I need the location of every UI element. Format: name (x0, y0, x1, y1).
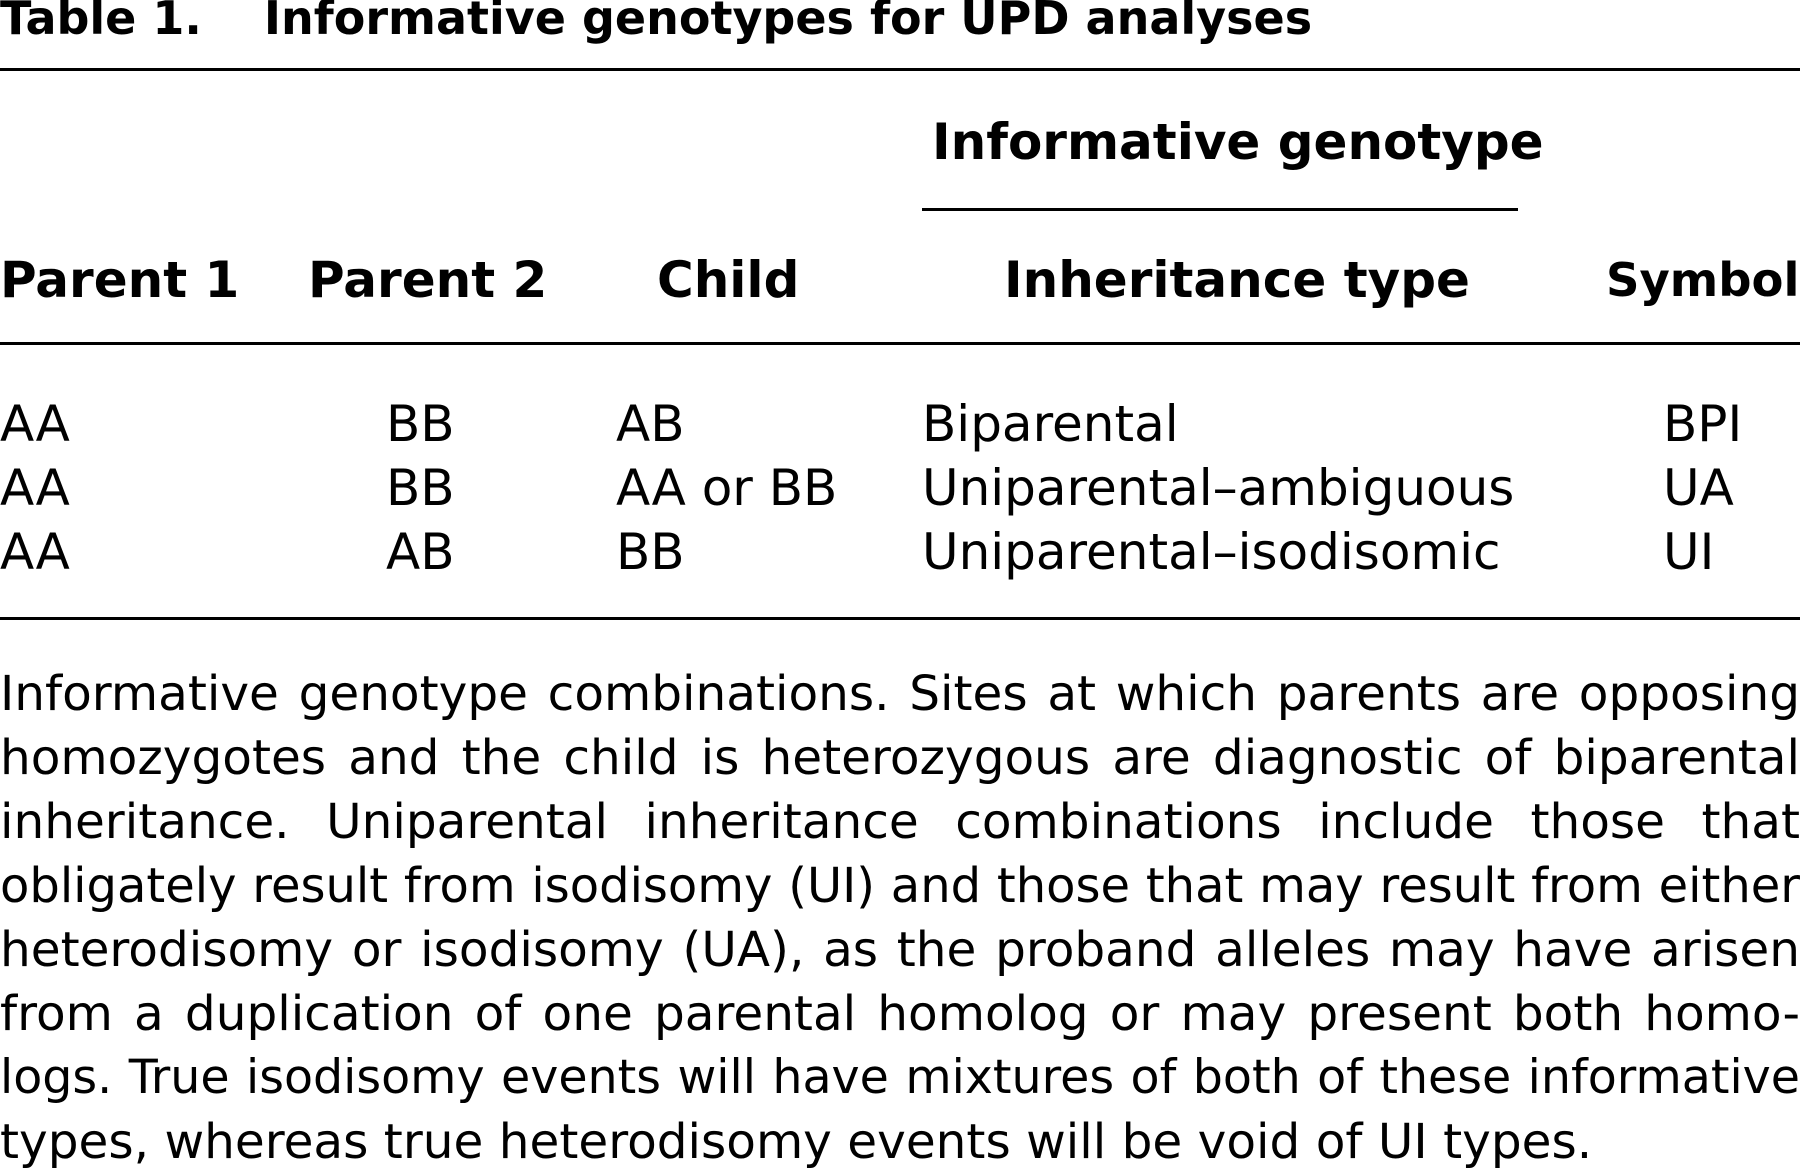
table-label: Table 1. (0, 0, 202, 45)
column-header-child: Child (657, 251, 800, 309)
table-title: Informative genotypes for UPD analyses (263, 0, 1313, 45)
cell-inheritance-type: Uniparental–ambiguous (922, 459, 1515, 517)
cell-parent2: BB (386, 395, 455, 453)
cell-inheritance-type: Biparental (922, 395, 1179, 453)
cell-parent1: AA (0, 395, 70, 453)
cell-child: AA or BB (616, 459, 838, 517)
footnote-line: logs. True isodisomy events will have mixtures of both of these informative (0, 1050, 1800, 1105)
cell-symbol: UI (1663, 523, 1715, 581)
cell-symbol: UA (1663, 459, 1734, 517)
header-rule (0, 342, 1800, 345)
footnote-line: inheritance. Uniparental inheritance combinations include those that (0, 794, 1800, 850)
column-header-inheritance-type: Inheritance type (1004, 251, 1470, 309)
table-footnote (0, 662, 1800, 1174)
cell-inheritance-type: Uniparental–isodisomic (922, 523, 1501, 581)
top-rule (0, 68, 1800, 71)
cell-symbol: BPI (1663, 395, 1743, 453)
footnote-line: types, whereas true heterodisomy events will be void of UI types. (0, 1114, 1593, 1170)
footnote-line: heterodisomy or isodisomy (UA), as the proband alleles may have arisen (0, 922, 1800, 978)
cell-child: AB (616, 395, 685, 453)
footnote-line: Informative genotype combinations. Sites at which parents are opposing (0, 666, 1800, 722)
group-header-rule (922, 208, 1518, 211)
cell-parent1: AA (0, 523, 70, 581)
cell-parent2: AB (386, 523, 455, 581)
bottom-rule (0, 617, 1800, 620)
group-header: Informative genotype (932, 113, 1544, 171)
table-caption (0, 0, 1312, 48)
column-header-parent2: Parent 2 (308, 251, 548, 309)
cell-parent2: BB (386, 459, 455, 517)
column-header-parent1: Parent 1 (0, 251, 240, 309)
column-header-symbol: Symbol (1606, 253, 1800, 307)
footnote-line: from a duplication of one parental homolog or may present both homo- (0, 986, 1800, 1042)
footnote-line: homozygotes and the child is heterozygous are diagnostic of biparental (0, 730, 1800, 786)
cell-child: BB (616, 523, 685, 581)
footnote-line: obligately result from isodisomy (UI) and those that may result from either (0, 858, 1800, 914)
cell-parent1: AA (0, 459, 70, 517)
